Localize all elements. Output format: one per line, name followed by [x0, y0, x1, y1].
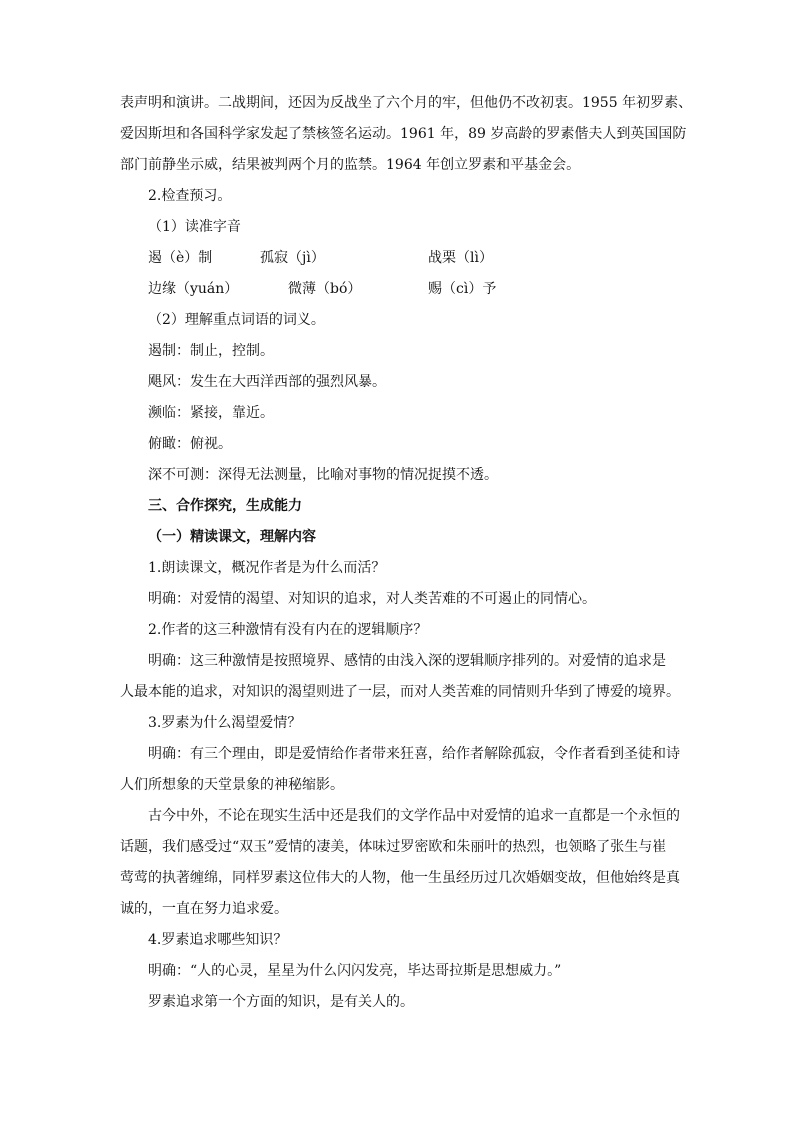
pronunciation-row-2 [120, 282, 496, 297]
pron-item: 战栗（lì） [428, 250, 493, 266]
answer-1: 明确：对爱情的渴望、对知识的追求，对人类苦难的不可遏止的同情心。 [148, 591, 596, 607]
paragraph-line-3: 莺莺的执著缠绵，同样罗素这位伟大的人物，他一生虽经历过几次婚姻变故，但他始终是真 [120, 870, 680, 886]
paragraph-line-2: 话题，我们感受过“双玉”爱情的凄美，体味过罗密欧和朱丽叶的热烈，也领略了张生与崔 [120, 839, 667, 855]
definition-item: 飓风：发生在大西洋西部的强烈风暴。 [148, 374, 386, 390]
question-1: 1.朗读课文，概况作者是为什么而活？ [148, 560, 386, 576]
paragraph-line-1: 古今中外，不论在现实生活中还是我们的文学作品中对爱情的追求一直都是一个永恒的 [148, 808, 680, 824]
pron-item: 孤寂（jì） [260, 250, 325, 266]
preview-sub-2: （2）理解重点词语的词义。 [148, 312, 325, 328]
paragraph-line-4: 诚的，一直在努力追求爱。 [120, 901, 288, 917]
answer-3-line-2: 人们所想象的天堂景象的神秘缩影。 [120, 777, 344, 793]
question-4: 4.罗素追求哪些知识？ [148, 932, 288, 948]
intro-line-2: 爱因斯坦和各国科学家发起了禁核签名运动。1961 年，89 岁高龄的罗素偕夫人到英国国防 [120, 126, 687, 142]
closing-line: 罗素追求第一个方面的知识，是有关人的。 [148, 994, 414, 1010]
definition-item: 濒临：紧接，靠近。 [148, 405, 274, 421]
pron-item: 遏（è）制 [148, 250, 213, 266]
intro-line-3: 部门前静坐示威，结果被判两个月的监禁。1964 年创立罗素和平基金会。 [120, 157, 581, 173]
preview-sub-1: （1）读准字音 [148, 219, 241, 235]
pron-item: 赐（cì）予 [428, 281, 497, 297]
definition-item: 俯瞰：俯视。 [148, 436, 232, 452]
pronunciation-row-1 [120, 251, 493, 266]
question-3: 3.罗素为什么渴望爱情？ [148, 715, 302, 731]
section-3-subheading: （一）精读课文，理解内容 [148, 529, 316, 545]
answer-4: 明确：“人的心灵，星星为什么闪闪发亮，毕达哥拉斯是思想威力。” [148, 963, 562, 979]
section-3-heading: 三、合作探究，生成能力 [148, 498, 302, 514]
question-2: 2.作者的这三种激情有没有内在的逻辑顺序？ [148, 622, 428, 638]
intro-line-1: 表声明和演讲。二战期间，还因为反战坐了六个月的牢，但他仍不改初衷。1955 年初罗素、 [120, 95, 693, 111]
pron-item: 微薄（bó） [288, 281, 362, 297]
pron-item: 边缘（yuán） [148, 281, 239, 297]
answer-2-line-1: 明确：这三种激情是按照境界、感情的由浅入深的逻辑顺序排列的。对爱情的追求是 [148, 653, 666, 669]
preview-heading: 2.检查预习。 [148, 188, 232, 204]
answer-2-line-2: 人最本能的追求，对知识的渴望则进了一层，而对人类苦难的同情则升华到了博爱的境界。 [120, 684, 680, 700]
definition-item: 遏制：制止，控制。 [148, 343, 274, 359]
definition-item: 深不可测：深得无法测量，比喻对事物的情况捉摸不透。 [148, 467, 498, 483]
answer-3-line-1: 明确：有三个理由，即是爱情给作者带来狂喜，给作者解除孤寂，令作者看到圣徒和诗 [148, 746, 680, 762]
